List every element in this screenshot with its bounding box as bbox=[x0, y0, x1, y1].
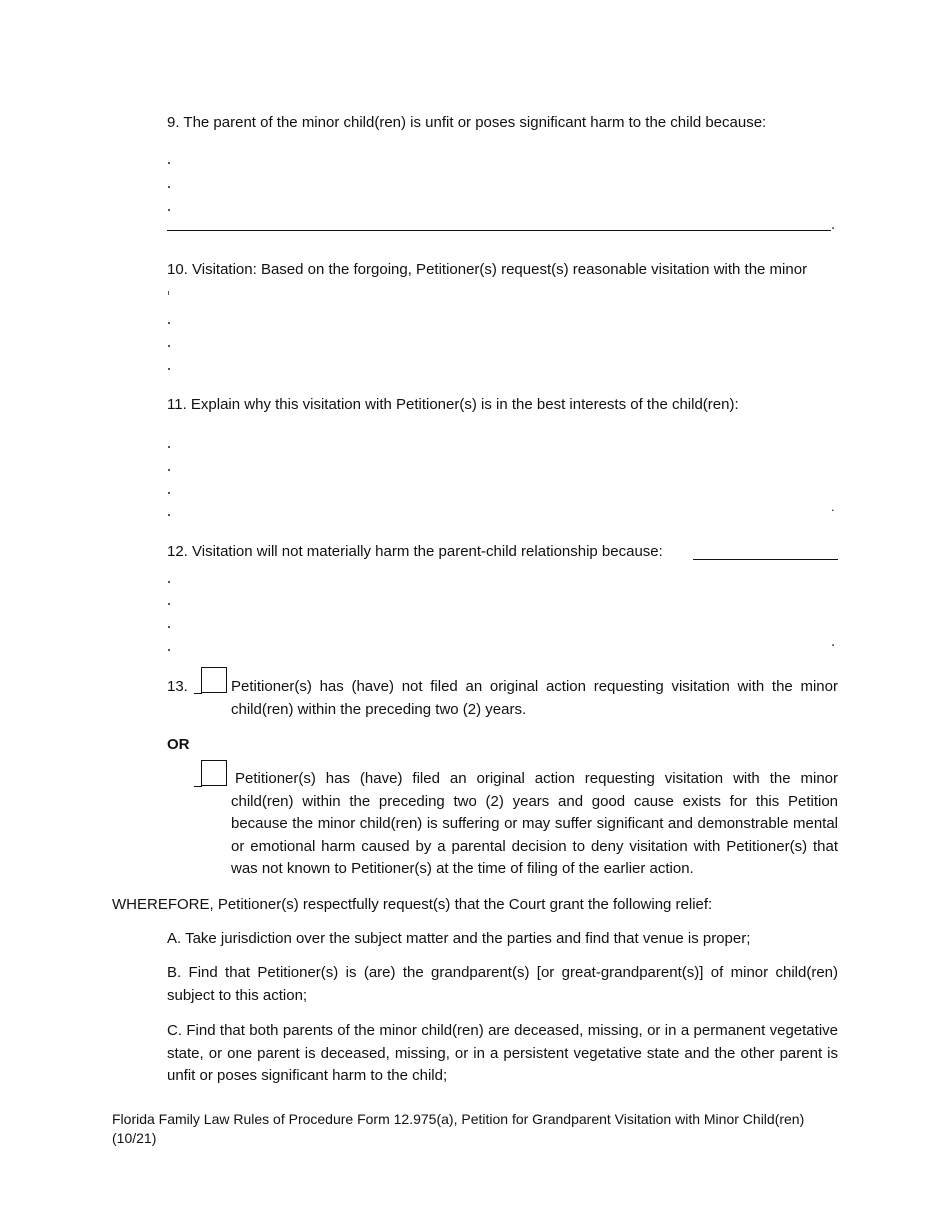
item-9-end-mark: . bbox=[831, 216, 836, 233]
item-12-end-mark: . bbox=[831, 633, 836, 650]
item-13-number: 13. bbox=[167, 678, 188, 695]
blank-line-dot bbox=[168, 581, 170, 583]
blank-line-dot bbox=[168, 291, 169, 295]
blank-line-dot bbox=[168, 649, 170, 651]
blank-line-dot bbox=[168, 345, 170, 347]
item-9-answer-line[interactable] bbox=[167, 230, 831, 231]
blank-line-dot bbox=[168, 186, 170, 188]
item-12-text: 12. Visitation will not materially harm the parent-child relationship because: bbox=[167, 543, 663, 560]
option-not-filed-checkbox[interactable] bbox=[201, 667, 227, 693]
item-12-answer-line[interactable] bbox=[693, 559, 838, 560]
item-11-end-mark: . bbox=[831, 499, 835, 514]
item-9-text: 9. The parent of the minor child(ren) is unfit or poses significant harm to the child because: bbox=[167, 114, 767, 131]
blank-line-dot bbox=[168, 446, 170, 448]
blank-line-dot bbox=[168, 209, 170, 211]
item-11-text: 11. Explain why this visitation with Petitioner(s) is in the best interests of the child(ren): bbox=[167, 396, 739, 413]
option-filed-checkbox[interactable] bbox=[201, 760, 227, 786]
blank-line-dot bbox=[168, 162, 170, 164]
blank-line-dot bbox=[168, 368, 170, 370]
blank-line-dot bbox=[168, 603, 170, 605]
relief-item-a: A. Take jurisdiction over the subject matter and the parties and find that venue is proper; bbox=[167, 930, 751, 947]
relief-item-c: C. Find that both parents of the minor child(ren) are deceased, missing, or in a permanent vegetative state, or one parent is deceased, missing, or in a persistent vegetative state and the other parent is unfit or poses significant harm to the child; bbox=[167, 1022, 838, 1084]
blank-line-dot bbox=[168, 492, 170, 494]
blank-line-dot bbox=[168, 469, 170, 471]
or-label: OR bbox=[167, 736, 190, 753]
blank-line-dot bbox=[168, 626, 170, 628]
checkbox-underline bbox=[194, 786, 202, 787]
relief-item-b: B. Find that Petitioner(s) is (are) the grandparent(s) [or great-grandparent(s)] of minor child(ren) subject to this action; bbox=[167, 964, 838, 1004]
option-filed-text: Petitioner(s) has (have) filed an original action requesting visitation with the minor child(ren) within the preceding two (2) years and good cause exists for this Petition because the minor child(ren) is suffering or may suffer significant and demonstrable mental or emotional harm caused by a parental decision to deny visitation with Petitioner(s) that was not known to Petitioner(s) at the time of filing of the earlier action. bbox=[231, 770, 838, 877]
footer-form-title: Florida Family Law Rules of Procedure Form 12.975(a), Petition for Grandparent Visitation with Minor Child(ren) bbox=[112, 1111, 805, 1127]
footer-revision-date: (10/21) bbox=[112, 1130, 157, 1146]
item-10-text: 10. Visitation: Based on the forgoing, Petitioner(s) request(s) reasonable visitation with the minor bbox=[167, 261, 808, 278]
checkbox-underline bbox=[194, 693, 202, 694]
wherefore-intro: WHEREFORE, Petitioner(s) respectfully request(s) that the Court grant the following relief: bbox=[112, 896, 713, 913]
blank-line-dot bbox=[168, 514, 170, 516]
option-not-filed-text: Petitioner(s) has (have) not filed an original action requesting visitation with the minor child(ren) within the preceding two (2) years. bbox=[231, 678, 838, 718]
blank-line-dot bbox=[168, 322, 170, 324]
